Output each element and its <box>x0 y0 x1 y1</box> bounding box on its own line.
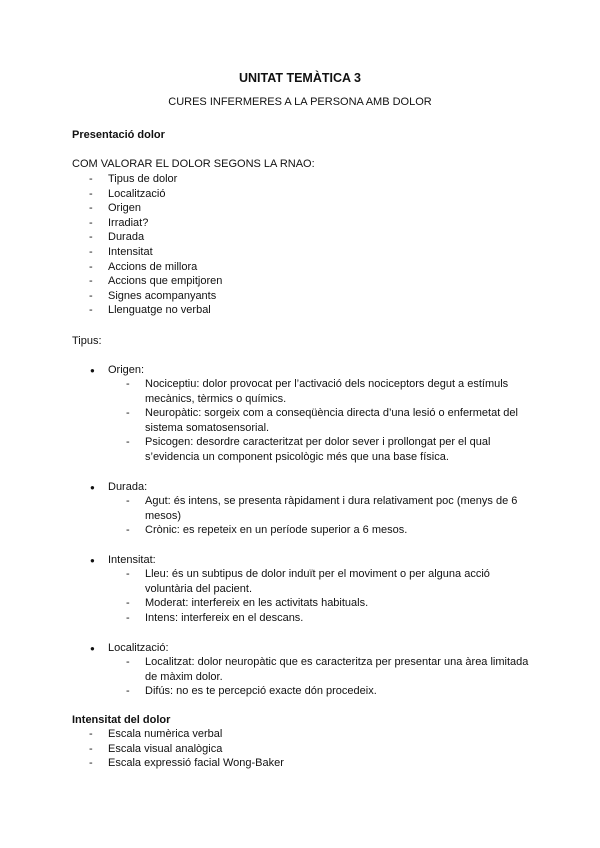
dash-marker: - <box>89 202 93 215</box>
list-item: - Localització <box>89 187 166 200</box>
dash-marker: - <box>126 656 130 668</box>
list-item: - Intens: interfereix en el descans. <box>126 611 304 624</box>
list-item: - Irradiat? <box>89 216 149 229</box>
durada-sublist <box>126 494 540 538</box>
dash-marker: - <box>126 568 130 580</box>
list-item: - Accions que empitjoren <box>89 275 223 288</box>
dash-marker: - <box>126 611 130 624</box>
list-item: - Lleu: és un subtipus de dolor induït per el moviment o per alguna acció voluntària del pacient. <box>126 568 490 595</box>
list-item: - Difús: no es te percepció exacte dón procedeix. <box>126 685 377 698</box>
document-title: UNITAT TEMÀTICA 3 <box>239 71 361 85</box>
bullet-durada <box>90 480 148 495</box>
dash-marker: - <box>89 260 93 273</box>
list-item: - Psicogen: desordre caracteritzat per dolor sever i prollongat per el qual s’evidencia un component psicològic més que una base física. <box>126 436 491 463</box>
list-item: - Crònic: es repeteix en un període superior a 6 mesos. <box>126 524 408 537</box>
list-item: - Agut: és intens, se presenta ràpidament i dura relativament poc (menys de 6 mesos) <box>126 495 518 522</box>
dash-marker: - <box>126 378 130 390</box>
localitzacio-sublist <box>126 655 540 699</box>
dash-marker: - <box>89 757 93 770</box>
bullet-label: Origen: <box>108 364 145 376</box>
dash-marker: - <box>126 685 130 698</box>
dash-marker: - <box>89 742 93 755</box>
list-item: - Escala numèrica verbal <box>89 728 223 740</box>
dash-marker: - <box>89 173 93 185</box>
list-item: - Escala visual analògica <box>89 742 223 755</box>
list-item: - Moderat: interfereix en les activitats habituals. <box>126 597 369 610</box>
document-subtitle: CURES INFERMERES A LA PERSONA AMB DOLOR <box>168 96 432 108</box>
bullet-dot-icon: ● <box>90 556 95 565</box>
bullet-label: Intensitat: <box>108 554 156 566</box>
scales-list <box>89 727 284 771</box>
tipus-label: Tipus: <box>72 335 102 347</box>
dash-marker: - <box>89 289 93 302</box>
origen-sublist <box>126 377 540 465</box>
list-item: - Tipus de dolor <box>89 173 178 185</box>
bullet-label: Durada: <box>108 481 148 493</box>
bullet-origen <box>90 363 145 378</box>
rnao-intro: COM VALORAR EL DOLOR SEGONS LA RNAO: <box>72 158 315 170</box>
bullet-label: Localització: <box>108 642 169 654</box>
dash-marker: - <box>89 728 93 740</box>
dash-marker: - <box>126 524 130 537</box>
list-item: - Localitzat: dolor neuropàtic que es caracteritza per presentar una àrea limitada de màxim dolor. <box>126 656 529 683</box>
list-item: - Llenguatge no verbal <box>89 304 211 317</box>
list-item: - Signes acompanyants <box>89 289 217 302</box>
list-item: - Intensitat <box>89 245 153 258</box>
bullet-dot-icon: ● <box>90 644 95 653</box>
list-item: - Neuropàtic: sorgeix com a conseqüència directa d’una lesió o enfermetat del sistema somatosensorial. <box>126 407 518 434</box>
section-heading-presentacio: Presentació dolor <box>72 129 165 141</box>
bullet-dot-icon: ● <box>90 366 95 375</box>
dash-marker: - <box>89 245 93 258</box>
list-item: - Nociceptiu: dolor provocat per l’activació dels nociceptors degut a estímuls mecànics, tèrmics o químics. <box>126 378 509 405</box>
dash-marker: - <box>89 304 93 317</box>
dash-marker: - <box>89 231 93 244</box>
bullet-dot-icon: ● <box>90 483 95 492</box>
dash-marker: - <box>126 436 130 449</box>
dash-marker: - <box>126 407 130 420</box>
list-item: - Origen <box>89 202 142 215</box>
bullet-localitzacio <box>90 641 169 656</box>
section-heading-intensitat: Intensitat del dolor <box>72 714 171 726</box>
dash-marker: - <box>126 597 130 610</box>
list-item: - Durada <box>89 231 145 244</box>
dash-marker: - <box>89 187 93 200</box>
dash-marker: - <box>89 275 93 288</box>
dash-marker: - <box>89 216 93 229</box>
rnao-list <box>89 172 223 318</box>
intensitat-sublist <box>126 567 540 625</box>
dash-marker: - <box>126 495 130 507</box>
bullet-intensitat <box>90 553 156 568</box>
list-item: - Accions de millora <box>89 260 198 273</box>
list-item: - Escala expressió facial Wong-Baker <box>89 757 284 770</box>
